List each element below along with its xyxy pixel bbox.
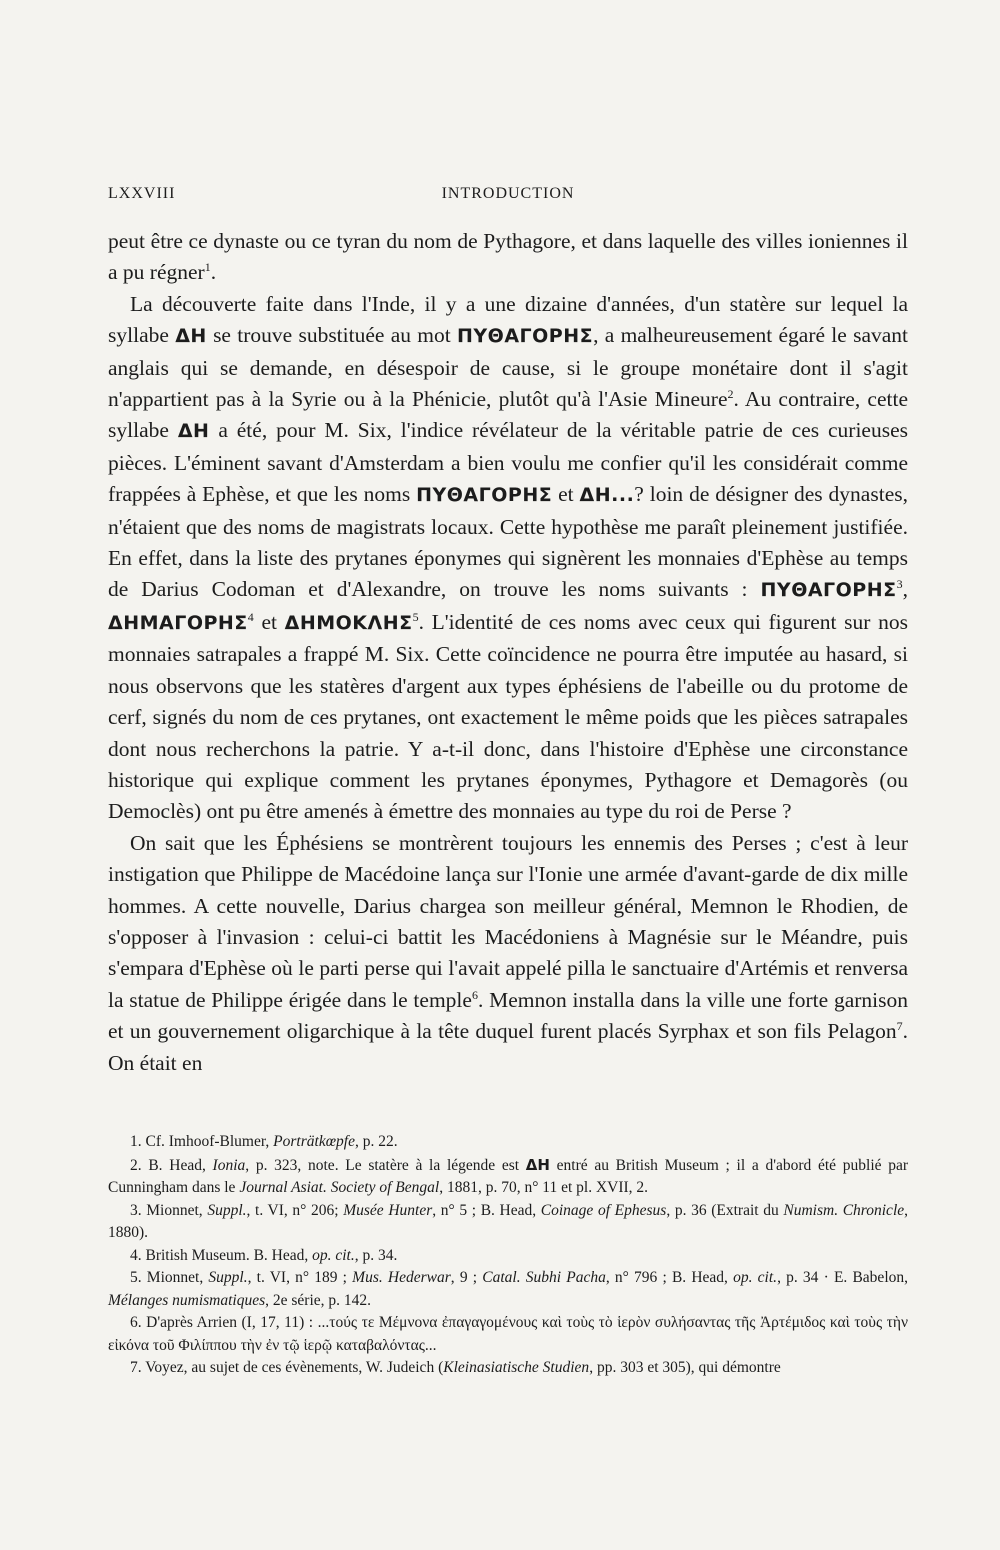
text-run: 4. British Museum. B. Head, bbox=[130, 1246, 313, 1264]
text-run: , a malheureusement égaré le savant anglais qui se demande, en désespoir de cause, si le groupe monétaire dont il s'agit n'appartient pas à la Syrie ou à la Phénicie, plutôt qu'à l'Asie Mineure bbox=[108, 323, 909, 412]
footnote bbox=[108, 1200, 908, 1245]
text-run: 2. B. Head, bbox=[130, 1156, 213, 1174]
text-run: , 9 ; bbox=[450, 1269, 483, 1286]
footnote-marker: 7 bbox=[896, 1019, 903, 1034]
italic-title: op. cit. bbox=[312, 1246, 355, 1264]
footnote-marker: 3 bbox=[896, 577, 903, 592]
text-run: , n° 796 ; B. Head, bbox=[605, 1269, 734, 1286]
text-run: . Au contraire, cette syllabe bbox=[108, 387, 908, 443]
text-run: , p. 36 (Extrait du bbox=[666, 1201, 784, 1219]
text-run: , p. 34. bbox=[354, 1246, 398, 1264]
footnote-marker: 4 bbox=[247, 609, 254, 624]
text-run: 1. Cf. Imhoof-Blumer, bbox=[130, 1133, 274, 1150]
footnote-marker: 2 bbox=[727, 387, 734, 402]
greek-legend: ΠΥΘΑΓΟΡΗΣ bbox=[457, 325, 594, 348]
footnote bbox=[108, 1267, 908, 1312]
page-header bbox=[108, 185, 908, 209]
italic-title: Numism. Chronicle bbox=[783, 1201, 905, 1219]
text-run: et bbox=[552, 482, 580, 507]
text-run: . On était en bbox=[108, 1019, 908, 1075]
paragraph bbox=[108, 226, 908, 289]
italic-title: Journal Asiat. Society of Bengal bbox=[239, 1179, 440, 1196]
italic-title: Kleinasiatische Studien bbox=[443, 1359, 590, 1376]
greek-legend: ΔΗ bbox=[175, 325, 207, 348]
italic-title: Catal. Subhi Pacha bbox=[482, 1269, 606, 1286]
text-run: entré au British Museum ; il a d'abord été publié par Cunningham dans le bbox=[108, 1156, 908, 1196]
footnote bbox=[108, 1312, 908, 1357]
text-run: 7. Voyez, au sujet de ces évènements, W. Judeich ( bbox=[130, 1359, 444, 1376]
text-run: . L'identité de ces noms avec ceux qui figurent sur nos monnaies satrapales a frappé M. Six. Cette coïncidence ne pourra être imputée au hasard, si nous observons que les statères d'argent aux types éphésiens de l'abeille ou du protome de cerf, signés du nom de ces prytanes, ont exactement le même poids que les pièces satrapales dont nous recherchons la patrie. Y a-t-il donc, dans l'histoire d'Ephèse une circonstance historique qui explique comment les prytanes éponymes, Pythagore et Demagorès (ou Democlès) ont pu être amenés à émettre des monnaies au type du roi de Perse ? bbox=[108, 609, 908, 824]
text-run: , p. 323, note. Le statère à la légende est bbox=[245, 1156, 526, 1174]
text-run: a été, pour M. Six, l'indice révélateur de la véritable patrie de ces curieuses pièces. L'éminent savant d'Amsterdam a bien voulu me confier qu'il les considérait comme frappées à Ephèse, et que les noms bbox=[108, 418, 909, 507]
text-run: 3. Mionnet, bbox=[130, 1201, 208, 1219]
text-run: se trouve substituée au mot bbox=[206, 323, 458, 348]
footnote-marker: 6 bbox=[471, 987, 478, 1002]
footnote bbox=[108, 1154, 908, 1200]
text-run: 6. D'après Arrien (I, 17, 11) : ...τούς τε Μέμνονα ἐπαγαγομένους καὶ τοὺς τὸ ἱερὸν συλήσαντας τῆς Ἀρτέμιδος καὶ τοὺς τὴν εἰκόνα τοῦ Φιλίππου τὴν ἐν τῷ ἱερῷ καταβαλόντας... bbox=[108, 1314, 908, 1354]
text-run: , 1881, p. 70, n° 11 et pl. XVII, 2. bbox=[439, 1179, 649, 1196]
text-run: On sait que les Éphésiens se montrèrent toujours les ennemis des Perses ; c'est à leur instigation que Philippe de Macédoine lança sur l'Ionie une armée d'avant-garde de dix mille hommes. A cette nouvelle, Darius chargea son meilleur général, Memnon le Rhodien, de s'opposer à l'invasion : celui-ci battit les Macédoniens à Magnésie sur le Méandre, puis s'empara d'Ephèse où le parti perse qui l'avait appelé pilla le sanctuaire d'Artémis et renversa la statue de Philippe érigée dans le temple bbox=[108, 830, 908, 1012]
italic-title: Mélanges numismatiques bbox=[108, 1291, 266, 1309]
italic-title: Porträtkœpfe bbox=[273, 1133, 355, 1150]
footnote bbox=[108, 1357, 908, 1380]
italic-title: Suppl. bbox=[208, 1269, 248, 1286]
text-run: , p. 34 · E. Babelon, bbox=[777, 1269, 908, 1286]
page-number: LXXVIII bbox=[108, 185, 176, 202]
text-run: , t. VI, n° 206; bbox=[246, 1201, 344, 1219]
text-run: , 2e série, p. 142. bbox=[265, 1291, 372, 1309]
text-run: , 1880). bbox=[108, 1201, 908, 1241]
italic-title: Coinage of Ephesus bbox=[540, 1201, 667, 1219]
footnote bbox=[108, 1131, 908, 1154]
text-run: , n° 5 ; B. Head, bbox=[432, 1201, 541, 1219]
footnote-marker: 1 bbox=[204, 260, 211, 275]
text-run: 5. Mionnet, bbox=[130, 1269, 209, 1286]
paragraph bbox=[108, 289, 908, 828]
italic-title: Musée Hunter bbox=[343, 1201, 433, 1219]
text-run: La découverte faite dans l'Inde, il y a une dizaine d'années, d'un statère sur lequel la syllabe bbox=[108, 291, 908, 348]
text-run: ? loin de désigner des dynastes, n'étaient que des noms de magistrats locaux. Cette hypothèse me paraît pleinement justifiée. En effet, dans la liste des prytanes éponymes qui signèrent les monnaies d'Ephèse au temps de Darius Codoman et d'Alexandre, on trouve les noms suivants : bbox=[108, 482, 908, 602]
text-run: et bbox=[253, 609, 285, 634]
text-run: peut être ce dynaste ou ce tyran du nom de Pythagore, et dans laquelle des villes ioniennes il a pu régner bbox=[108, 229, 908, 285]
text-run: . Memnon installa dans la ville une forte garnison et un gouvernement oligarchique à la tête duquel furent placés Syrphax et son fils Pelagon bbox=[108, 987, 908, 1044]
text-run: , p. 22. bbox=[354, 1133, 398, 1150]
italic-title: Mus. Hederwar bbox=[352, 1269, 451, 1286]
footnotes bbox=[108, 1131, 908, 1380]
text-run: , t. VI, n° 189 ; bbox=[247, 1269, 353, 1286]
greek-legend: ΠΥΘΑΓΟΡΗΣ bbox=[416, 484, 553, 507]
greek-legend: ΔΗΜΑΓΟΡΗΣ bbox=[108, 611, 248, 634]
footnote bbox=[108, 1245, 908, 1268]
running-title: INTRODUCTION bbox=[441, 185, 575, 202]
greek-legend: ΔΗ bbox=[525, 1155, 550, 1174]
paragraph bbox=[108, 828, 908, 1079]
greek-legend: ΔΗ bbox=[177, 420, 210, 443]
greek-legend: ΔΗΜΟΚΛΗΣ bbox=[284, 611, 413, 634]
main-text bbox=[108, 226, 908, 1079]
greek-legend: ΠΥΘΑΓΟΡΗΣ bbox=[760, 579, 897, 602]
footnote-marker: 5 bbox=[412, 609, 419, 624]
italic-title: Suppl. bbox=[207, 1201, 247, 1219]
text-run: , pp. 303 et 305), qui démontre bbox=[589, 1359, 781, 1376]
text-run: , bbox=[902, 577, 908, 602]
italic-title: op. cit. bbox=[733, 1269, 778, 1286]
greek-legend: ΔΗ... bbox=[579, 484, 635, 507]
text-run: . bbox=[210, 260, 217, 285]
italic-title: Ionia bbox=[212, 1156, 246, 1174]
